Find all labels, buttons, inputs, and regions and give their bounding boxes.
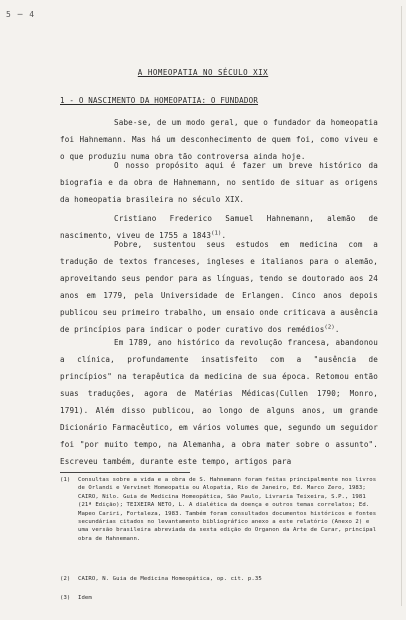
paragraph-5-text: Em 1789, ano histórico da revolução francesa, abandonou a clínica, profundamente insatisfeito com a "ausência de princípios" na terapêutica da medicina de sua época. Retomou então suas traduções, agora de Matérias Médicas(Cullen 1790; Monro, 1791). Além disso publicou, ao longo de alguns anos, um grande Dicionário Farmacêutico, em vários volumes que, segundo um seguidor foi "por muito tempo, na Alemanha, a obra mater sobre o assunto". Escreveu também, durante este tempo, artigos para <box>60 338 378 466</box>
footnote-rule <box>60 472 190 473</box>
paragraph-5 <box>60 334 378 470</box>
footnote-2-label: (2) <box>60 576 71 582</box>
paragraph-4: Pobre, sustentou seus estudos em medicina com a tradução de textos franceses, ingleses e italianos para o alemão, aproveitando seus pendor para as línguas, tendo se doutorado aos 24 anos em 1779, pela Universidade de Erlangen. Cinco anos depois publicou seu primeiro trabalho, um ensaio onde criticava a ausência de princípios para indicar o poder curativo dos remédios$^{(2)}$. <box>60 240 378 334</box>
footnote-2-text: CAIRO, N. Guia de Medicina Homeopática, op. cit. p.35 <box>78 576 262 582</box>
paragraph-2-text: O nosso propósito aqui é fazer um breve histórico da biografia e da obra de Hahnemann, no sentido de situar as origens da homeopatia brasileira no século XIX. <box>60 161 378 204</box>
footnote-3-label: (3) <box>60 595 71 601</box>
chapter-title: A HOMEOPATIA NO SÉCULO XIX <box>137 68 269 77</box>
paragraph-3: Cristiano Frederico Samuel Hahnemann, alemão de nascimento, viveu de 1755 a 1843$^{(1)}$. <box>60 214 378 240</box>
paragraph-2 <box>60 157 378 208</box>
section-heading: 1 - O NASCIMENTO DA HOMEOPATIA: O FUNDADOR <box>60 96 259 105</box>
footnote-2 <box>60 575 380 583</box>
footnote-ref-1: (1) <box>211 230 222 237</box>
paragraph-4-text: Pobre, sustentou seus estudos em medicina com a tradução de textos franceses, ingleses e italianos para o alemão, aproveitando seus pendor para as línguas, tendo se doutorado aos 24 anos em 1779, pela Universidade de Erlangen. Cinco anos depois publicou seu primeiro trabalho, um ensaio onde criticava a ausência de princípios para indicar o poder curativo dos remédios <box>60 240 378 334</box>
header-mark: 5 ─ 4 <box>6 10 36 19</box>
footnote-1-text: Consultas sobre a vida e a obra de S. Hahnemann foram feitas principalmente nos livros de Orlandi e Vervinet Homeopatia ou Alopatia, Rio de Janeiro, Ed. Marco Zero, 1983; CAIRO, Nilo. Guia de Medicina Homeopática, São Paulo, Livraria Teixeira, S.P., 1981 (21ª Edição); TEIXEIRA NETO, L. A dialética da doença e outros temas correlatos; Ed. Mapeo Cariri, Fortaleza, 1983. Também foram consultados documentos históricos e fontes secundárias citados no levantamento bibliográfico anexo a este relatório (Anexo 2) e uma versão brasileira abreviada da sexta edição do Organon da Arte de Curar, principal obra de Hahnemann. <box>78 477 377 542</box>
footnote-ref-2: (2) <box>324 324 335 331</box>
footnote-3-text: Idem <box>78 595 92 601</box>
paragraph-3-text: Cristiano Frederico Samuel Hahnemann, alemão de nascimento, viveu de 1755 a 1843 <box>60 214 378 240</box>
footnote-3 <box>60 594 380 602</box>
footnote-1-label: (1) <box>60 477 71 483</box>
paragraph-1-text: Sabe-se, de um modo geral, que o fundador da homeopatia foi Hahnemann. Mas há um desconhecimento de quem foi, como viveu e o que produziu numa obra tão controversa ainda hoje. <box>60 118 378 161</box>
page-edge <box>401 6 402 606</box>
footnote-1 <box>60 476 380 543</box>
